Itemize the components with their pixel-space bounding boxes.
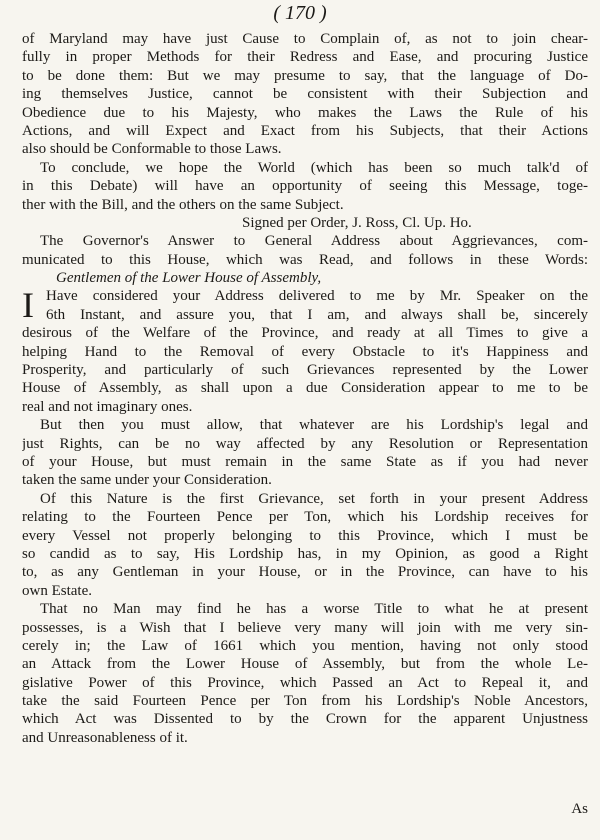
signature-line: Signed per Order, J. Ross, Cl. Up. Ho. [242,214,472,231]
text-line: relating to the Fourteen Pence per Ton, which his Lordship receives for [22,509,588,526]
text-line: 6th Instant, and assure you, that I am, and always shall be, sincerely [46,306,588,323]
text-line: which Act was Dissented to by the Crown for the apparent Unjustness [22,711,588,728]
text-line: possesses, is a Wish that I believe very many will join with me very sin- [22,619,588,636]
text-line: of your House, but must remain in the same State as if you had never [22,453,588,470]
text-line: desirous of the Welfare of the Province, and ready at all Times to give a [22,325,588,342]
text-line: Obedience due to his Majesty, who makes the Laws the Rule of his [22,104,588,121]
text-line: fully in proper Methods for their Redress and Ease, and procuring Justice [22,49,588,66]
text-line: gislative Power of this Province, which Passed an Act to Repeal it, and [22,674,588,691]
text-line: real and not imaginary ones. [22,398,193,415]
text-line: in this Debate) will have an opportunity of seeing this Message, toge- [22,178,588,195]
text-line: House of Assembly, as shall upon a due Consideration appear to me to be [22,380,588,397]
address-paragraph [22,287,588,416]
text-line: helping Hand to the Removal of every Obstacle to it's Happiness and [22,343,588,360]
text-line: But then you must allow, that whatever are his Lordship's legal and [40,417,588,434]
text-line: The Governor's Answer to General Address about Aggrievances, com- [40,233,588,250]
salutation: Gentlemen of the Lower House of Assembly, [56,270,322,287]
page-body [22,30,588,747]
page-number: ( 170 ) [273,2,327,24]
text-line: own Estate. [22,582,92,599]
text-line: so candid as to say, His Lordship has, in my Opinion, as good a Right [22,545,588,562]
text-line: Have considered your Address delivered to me by Mr. Speaker on the [46,288,588,305]
text-line: of Maryland may have just Cause to Complain of, as not to join chear- [22,31,588,47]
text-line: municated to this House, which was Read, and follows in these Words: [22,251,588,268]
text-line: to, as any Gentleman in your House, or in the Province, can have to his [22,564,588,581]
text-line: ing themselves Justice, cannot be consistent with their Subjection and [22,86,588,103]
text-line: taken the same under your Consideration. [22,472,272,489]
text-line: That no Man may find he has a worse Title to what he at present [40,601,588,618]
text-line: to be done them: But we may presume to say, that the language of Do- [22,67,588,84]
text-line: take the said Fourteen Pence per Ton from his Lordship's Noble Ancestors, [22,693,588,710]
text-line: Of this Nature is the first Grievance, set forth in your present Address [40,490,588,507]
text-line: every Vessel not properly belonging to this Province, which I must be [22,527,588,544]
text-line: also should be Conformable to those Laws. [22,141,282,158]
text-line: an Attack from the Lower House of Assembly, but from the whole Le- [22,656,588,673]
text-line: and Unreasonableness of it. [22,729,188,746]
text-line: Prosperity, and particularly of such Grievances represented by the Lower [22,362,588,379]
text-line: just Rights, can be no way affected by any Resolution or Representation [22,435,588,452]
text-line: cerely in; the Law of 1661 which you mention, having not only stood [22,637,588,654]
text-line: To conclude, we hope the World (which has been so much talk'd of [40,159,588,176]
text-line: ther with the Bill, and the others on the same Subject. [22,196,344,213]
drop-cap: I [22,285,34,326]
text-line: Actions, and will Expect and Exact from his Subjects, that their Actions [22,122,588,139]
catchword: As [571,801,588,817]
